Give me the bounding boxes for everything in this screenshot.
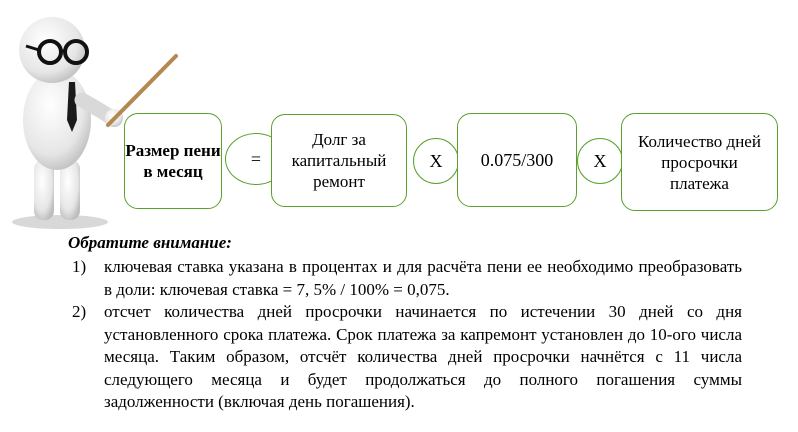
notes-title: Обратите внимание:: [68, 233, 232, 252]
overdue-days-label: Количество дней просрочки платежа: [638, 131, 761, 193]
equals-sign-text: =: [250, 148, 262, 169]
rate-box: [457, 113, 577, 207]
notes-list: [72, 256, 742, 414]
capital-repair-debt-box: [271, 114, 407, 207]
list-item-text: ключевая ставка указана в процентах и для расчёта пени ее необходимо преобразовать в доли: ключевая ставка = 7, 5% / 100% = 0,075.: [104, 257, 742, 299]
multiply-sign-2: [577, 138, 623, 184]
list-item-number: 1): [72, 257, 87, 276]
rate-label: 0.075/300: [480, 150, 554, 170]
list-item: [72, 301, 742, 414]
capital-repair-debt-label: Долг за капитальный ремонт: [291, 130, 387, 191]
list-item: [72, 256, 742, 301]
overdue-days-box: [621, 113, 778, 211]
multiply-sign-1-text: Х: [429, 150, 443, 171]
penalty-per-month-box: [124, 113, 222, 209]
list-item-text: отсчет количества дней просрочки начинается по истечении 30 дней со дня установленного срока платежа. Срок платежа за капремонт установлен до 10-ого числа месяца. Таким образом, отсчёт количества дней просрочки начнётся с 11 числа следующего месяца и будет продолжаться до полного погашения суммы задолженности (включая день погашения).: [104, 302, 742, 411]
list-item-number: 2): [72, 302, 87, 321]
multiply-sign-2-text: Х: [593, 150, 607, 171]
penalty-per-month-label: Размер пени в месяц: [125, 141, 221, 181]
multiply-sign-1: [413, 138, 459, 184]
